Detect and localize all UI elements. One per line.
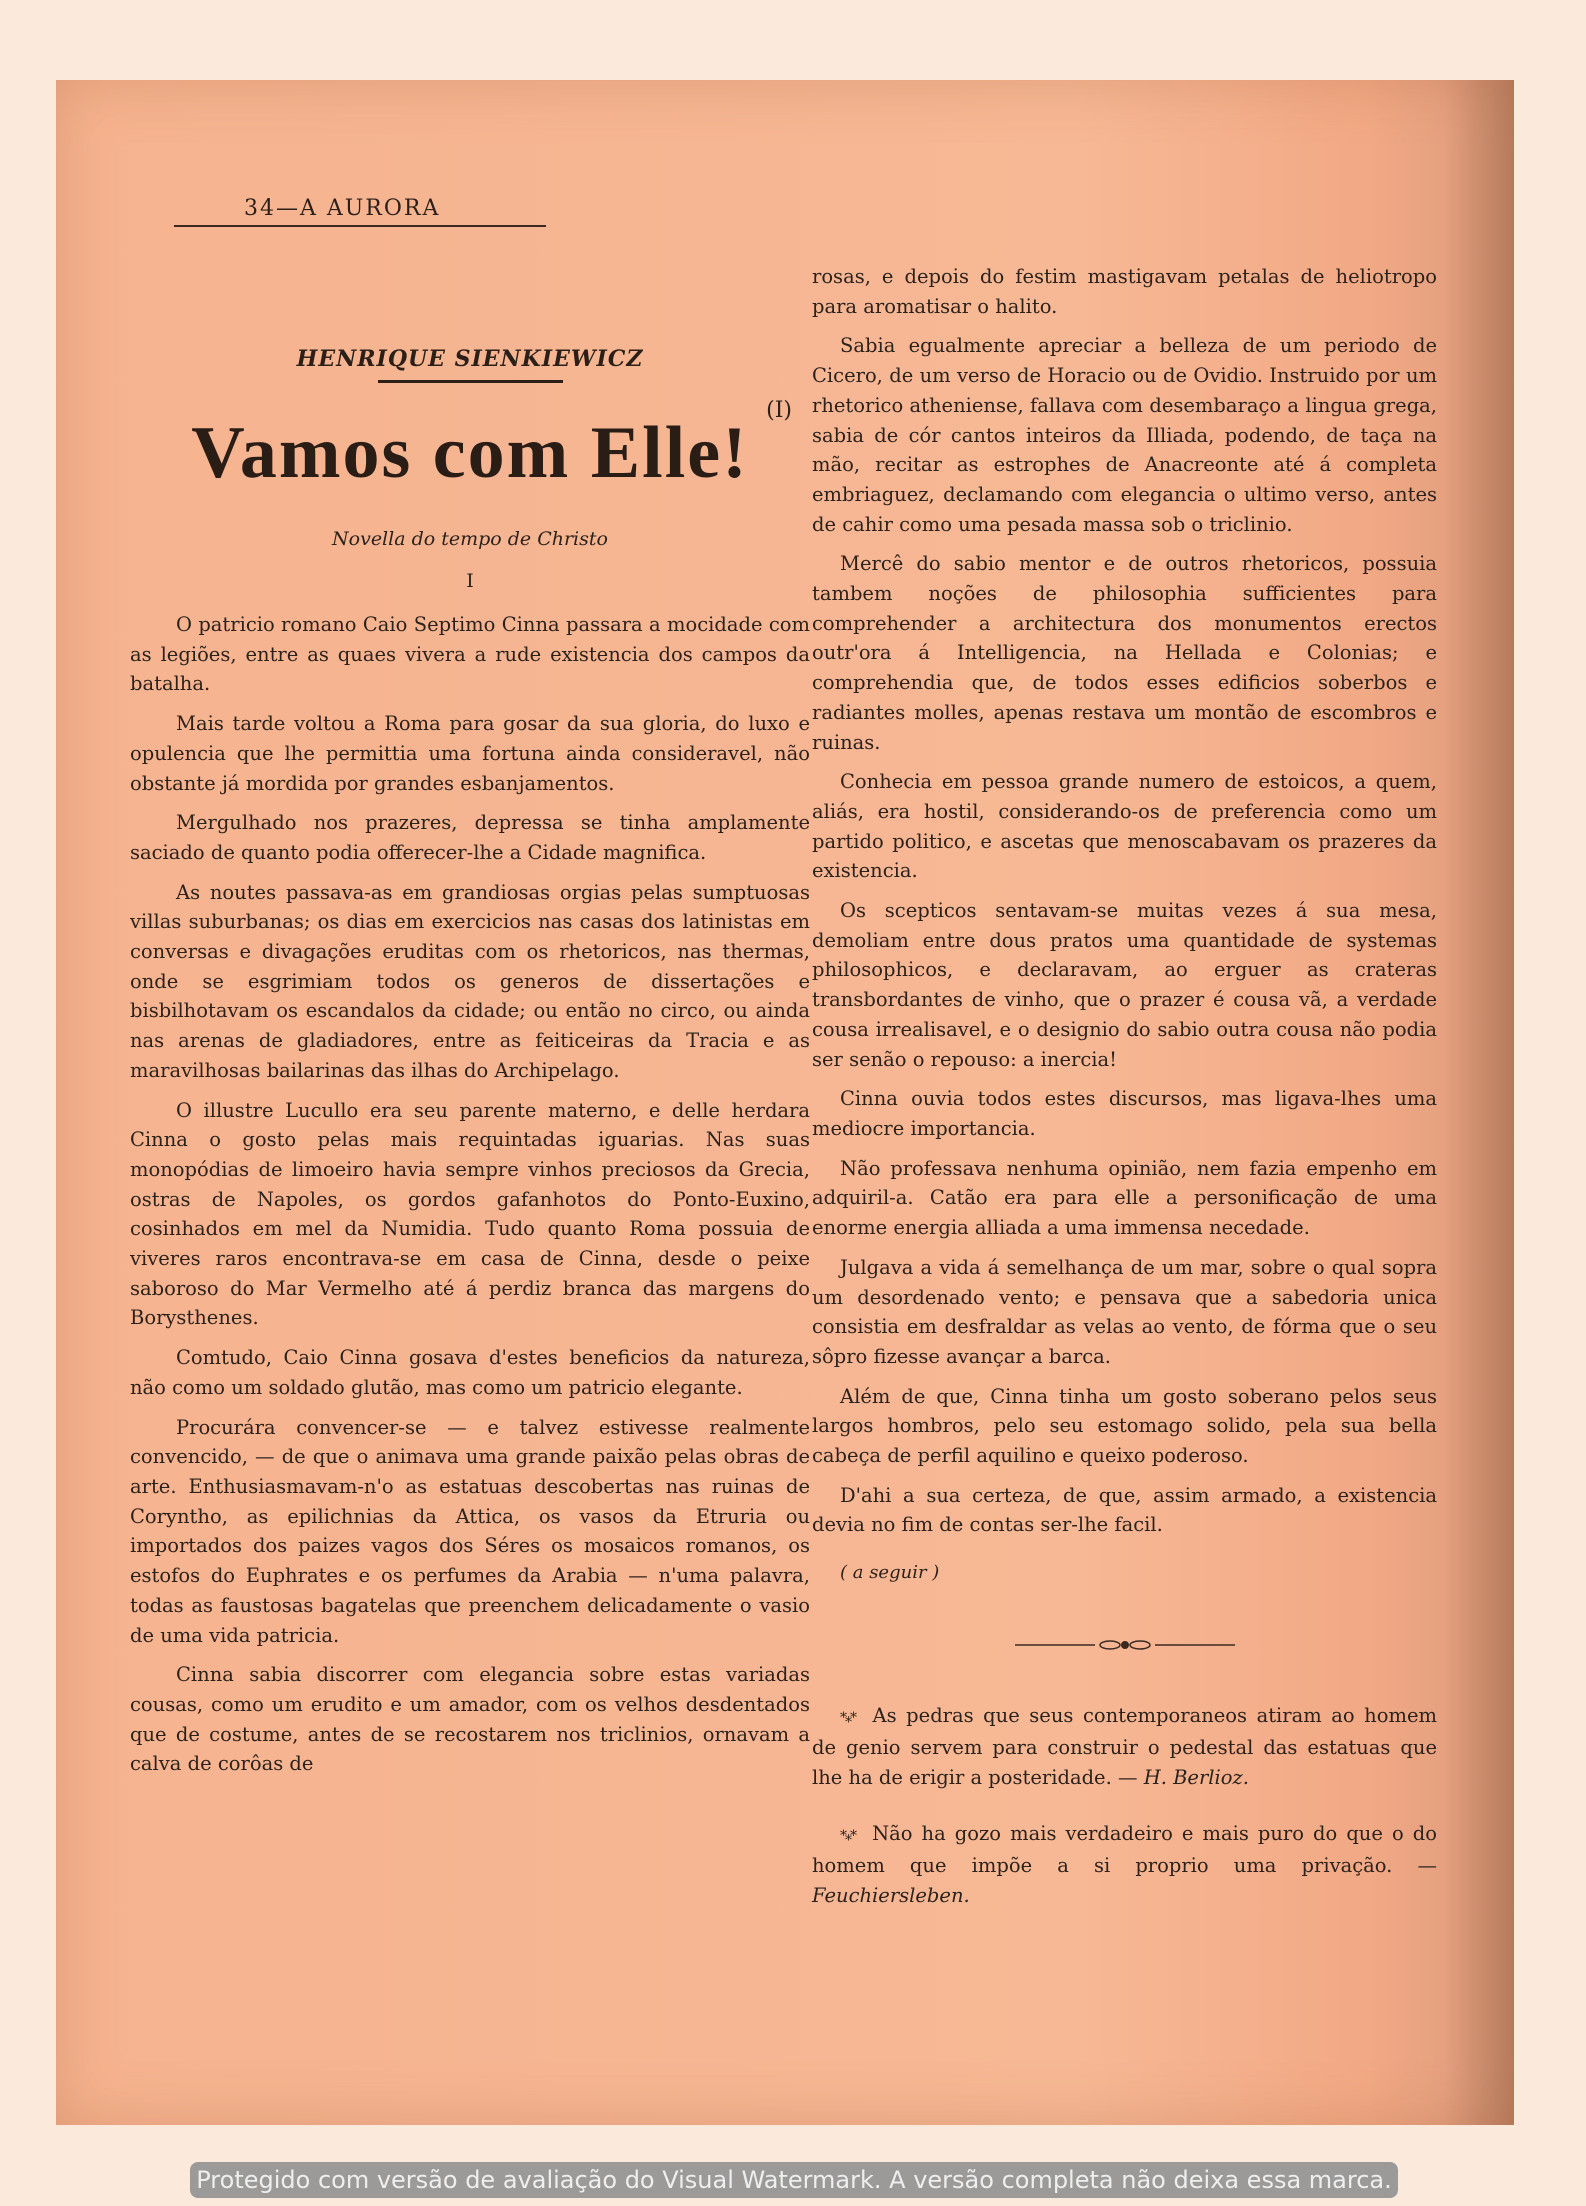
maxim-text: As pedras que seus contemporaneos atiram ao homem de genio servem para construir o pedestal das estatuas que lhe ha de erigir a posteridade. — <box>812 1704 1437 1790</box>
paragraph: Mais tarde voltou a Roma para gosar da sua gloria, do luxo e opulencia que lhe permittia uma fortuna ainda consideravel, não obstante já mordida por grandes esbanjamentos. <box>130 712 810 795</box>
paragraph: Não professava nenhuma opinião, nem fazia empenho em adquiril-a. Catão era para elle a personificação de uma enorme energia alliada a uma immensa necedade. <box>812 1156 1437 1240</box>
paragraph: rosas, e depois do festim mastigavam petalas de heliotropo para aromatisar o halito. <box>812 265 1437 318</box>
author-name: HENRIQUE SIENKIEWICZ <box>296 346 644 372</box>
watermark-banner: Protegido com versão de avaliação do Visual Watermark. A versão completa não deixa essa marca. <box>190 2162 1398 2198</box>
maxim-author: H. Berlioz. <box>1143 1766 1249 1790</box>
article-subtitle: Novella do tempo de Christo <box>332 528 608 550</box>
page-header: 34—A AURORA <box>174 196 546 227</box>
paragraph: Cinna ouvia todos estes discursos, mas ligava-lhes uma mediocre importancia. <box>812 1087 1437 1140</box>
page-edge-shadow <box>1444 80 1514 2125</box>
asterism: *⁎* <box>840 1828 855 1845</box>
ornament-icon <box>1015 1637 1235 1653</box>
paragraph: Mergulhado nos prazeres, depressa se tinha amplamente saciado de quanto podia offerecer-lhe a Cidade magnifica. <box>130 811 810 864</box>
right-column <box>812 262 1437 1937</box>
paragraph: O patricio romano Caio Septimo Cinna passara a mocidade com as legiões, entre as quaes vivera a rude existencia dos campos da batalha. <box>130 613 810 696</box>
maxim <box>812 1819 1437 1911</box>
ornament-divider <box>812 1637 1437 1657</box>
footnote-mark: (I) <box>766 398 792 423</box>
chapter-number: I <box>466 570 474 592</box>
asterism: *⁎* <box>840 1710 855 1727</box>
paragraph: Julgava a vida á semelhança de um mar, sobre o qual sopra um desordenado vento; e pensava que a sabedoria unica consistia em desfraldar as velas ao vento, de fórma que o seu sôpro fizesse avançar a barca. <box>812 1255 1437 1368</box>
to-be-continued: ( a seguir ) <box>840 1562 940 1584</box>
maxim-author: Feuchiersleben. <box>812 1884 970 1908</box>
paragraph: As noutes passava-as em grandiosas orgias pelas sumptuosas villas suburbanas; os dias em exercicios nas casas dos latinistas em conversas e divagações eruditas com os rhetoricos, nas thermas, onde se esgrimiam todos os generos de dissertações e bisbilhotavam os escandalos da cidade; ou então no circo, ou ainda nas arenas de gladiadores, entre as feiticeiras da Tracia e as maravilhosas bailarinas das ilhas do Archipelago. <box>130 880 810 1082</box>
paragraph: Sabia egualmente apreciar a belleza de um periodo de Cicero, de um verso de Horacio ou de Ovidio. Instruido por um rhetorico atheniense, fallava com desembaraço a lingua grega, sabia de cór cantos inteiros da Illiada, podendo, de taça na mão, recitar as estrophes de Anacreonte até á completa embriaguez, declamando com elegancia o ultimo verso, antes de cahir como uma pesada massa sob o triclinio. <box>812 334 1437 536</box>
paragraph: Procurára convencer-se — e talvez estivesse realmente convencido, — de que o animava uma grande paixão pelas obras de arte. Enthusiasmavam-n'o as estatuas descobertas nas ruinas de Corynthо, as epilichnias da Attica, os vasos da Etruria ou importados dos paizes vagos dos Séres os mosaicos romanos, os estofos do Euphrates e os perfumes da Arabia — n'uma palavra, todas as faustosas bagatelas que preenchem delicadamente o vasio de uma vida patricia. <box>130 1415 810 1647</box>
paragraph: O illustre Lucullo era seu parente materno, e delle herdara Cinna o gosto pelas mais requintadas iguarias. Nas suas monopódias de limoeiro havia sempre vinhos preciosos da Grecia, ostras de Napoles, os gordos gafanhotos do Ponto-Euxino, cosinhados em mel da Numidia. Tudo quanto Roma possuia de viveres raros encontrava-se em casa de Cinna, desde o peixe saboroso do Mar Vermelho até á perdiz branca das margens do Borysthenes. <box>130 1098 810 1330</box>
maxim <box>812 1701 1437 1793</box>
paragraph: Os scepticos sentavam-se muitas vezes á sua mesa, demoliam entre dous pratos uma quantidade de systemas philosophicos, e declaravam, ao erguer as crateras transbordantes de vinho, que o prazer é cousa vã, a verdade cousa irrealisavel, e o designio do sabio outra cousa não podia ser senão o repouso: a inercia! <box>812 899 1437 1071</box>
left-text <box>130 610 810 1779</box>
maxim-text: Não ha gozo mais verdadeiro e mais puro do que o do homem que impõe a si proprio uma privação. — <box>812 1822 1437 1878</box>
paragraph: D'ahi a sua certeza, de que, assim armado, a existencia devia no fim de contas ser-lhe facil. <box>812 1483 1437 1537</box>
paragraph: Comtudo, Caio Cinna gosava d'estes beneficios da natureza, não como um soldado glutão, mas como um patricio elegante. <box>130 1346 810 1399</box>
article-title: Vamos com Elle! <box>191 412 749 494</box>
paragraph: Mercê do sabio mentor e de outros rhetoricos, possuia tambem noções de philosophia sufficientes para comprehender a architectura dos monumentos erectos outr'ora á Intelligencia, na Hellada e Colonias; e comprehendia que, de todos esses edificios soberbos e radiantes molles, apenas restava um montão de escombros e ruinas. <box>812 552 1437 754</box>
paragraph: Conhecia em pessoa grande numero de estoicos, a quem, aliás, era hostil, considerando-os de preferencia como um partido politico, e ascetas que menoscabavam os prazeres da existencia. <box>812 770 1437 883</box>
left-column <box>130 240 810 1789</box>
paragraph: Além de que, Cinna tinha um gosto soberano pelos seus largos hombros, pelo seu estomago solido, pela sua bella cabeça de perfil aquilino e queixo poderoso. <box>812 1384 1437 1468</box>
paragraph: Cinna sabia discorrer com elegancia sobre estas variadas cousas, como um erudito e um amador, com os velhos desdentados que de costume, antes de se recostarem nos triclinios, ornavam a calva de corôas de <box>130 1663 810 1776</box>
